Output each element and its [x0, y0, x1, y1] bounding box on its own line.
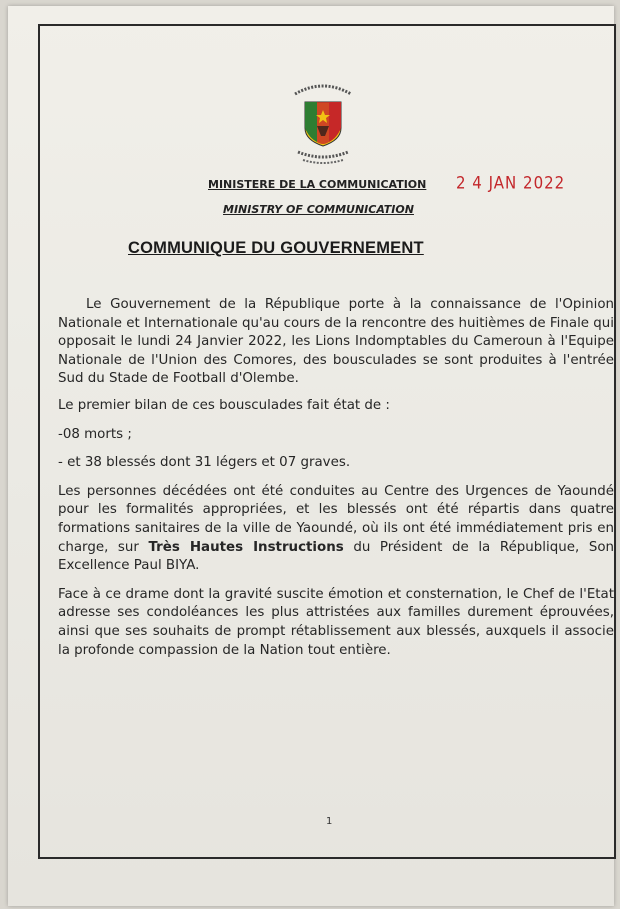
ministry-name-en: MINISTRY OF COMMUNICATION	[223, 203, 414, 216]
paragraph-care-text-end: du Président de la République, Son Excellence Paul BIYA.	[58, 539, 614, 574]
document-page	[8, 6, 614, 906]
paragraph-condolences: Face à ce drame dont la gravité suscite émotion et consternation, le Chef de l'Etat adresse ses condoléances les plus attristées aux familles durement éprouvées, ainsi que ses souhaits de prompt rétablissement aux blessés, auxquels il associe la profonde compassion de la Nation tout entière.	[58, 586, 614, 658]
paragraph-care	[58, 483, 614, 576]
list-item-injured: - et 38 blessés dont 31 légers et 07 graves.	[58, 455, 351, 471]
paragraph-care-text-start: Les personnes décédées ont été conduites au Centre des Urgences de Yaoundé pour les formalités appropriées, et les blessés ont été répartis dans quatre formations sanitaires de la ville de Yaoundé, où ils ont été immédiatement pris en charge, sur	[58, 483, 614, 555]
document-body	[58, 296, 614, 660]
paragraph-summary: Le premier bilan de ces bousculades fait état de :	[58, 397, 390, 413]
list-item-deaths: -08 morts ;	[58, 426, 132, 442]
page-number: 1	[326, 816, 333, 827]
document-title: COMMUNIQUE DU GOUVERNEMENT	[128, 239, 424, 257]
paragraph-care-emphasis: Très Hautes Instructions	[148, 539, 344, 555]
ministry-name-fr: MINISTERE DE LA COMMUNICATION	[208, 178, 427, 191]
date-stamp: 2 4 JAN 2022	[456, 172, 566, 194]
paragraph-intro: Le Gouvernement de la République porte à la connaissance de l'Opinion Nationale et Internationale qu'au cours de la rencontre des huitièmes de Finale qui opposait le lundi 24 Janvier 2022, les Lions Indomptables du Cameroun à l'Equipe Nationale de l'Union des Comores, des bousculades se sont produites à l'entrée Sud du Stade de Football d'Olembe.	[58, 297, 614, 387]
cameroon-coat-of-arms-icon	[283, 76, 363, 166]
